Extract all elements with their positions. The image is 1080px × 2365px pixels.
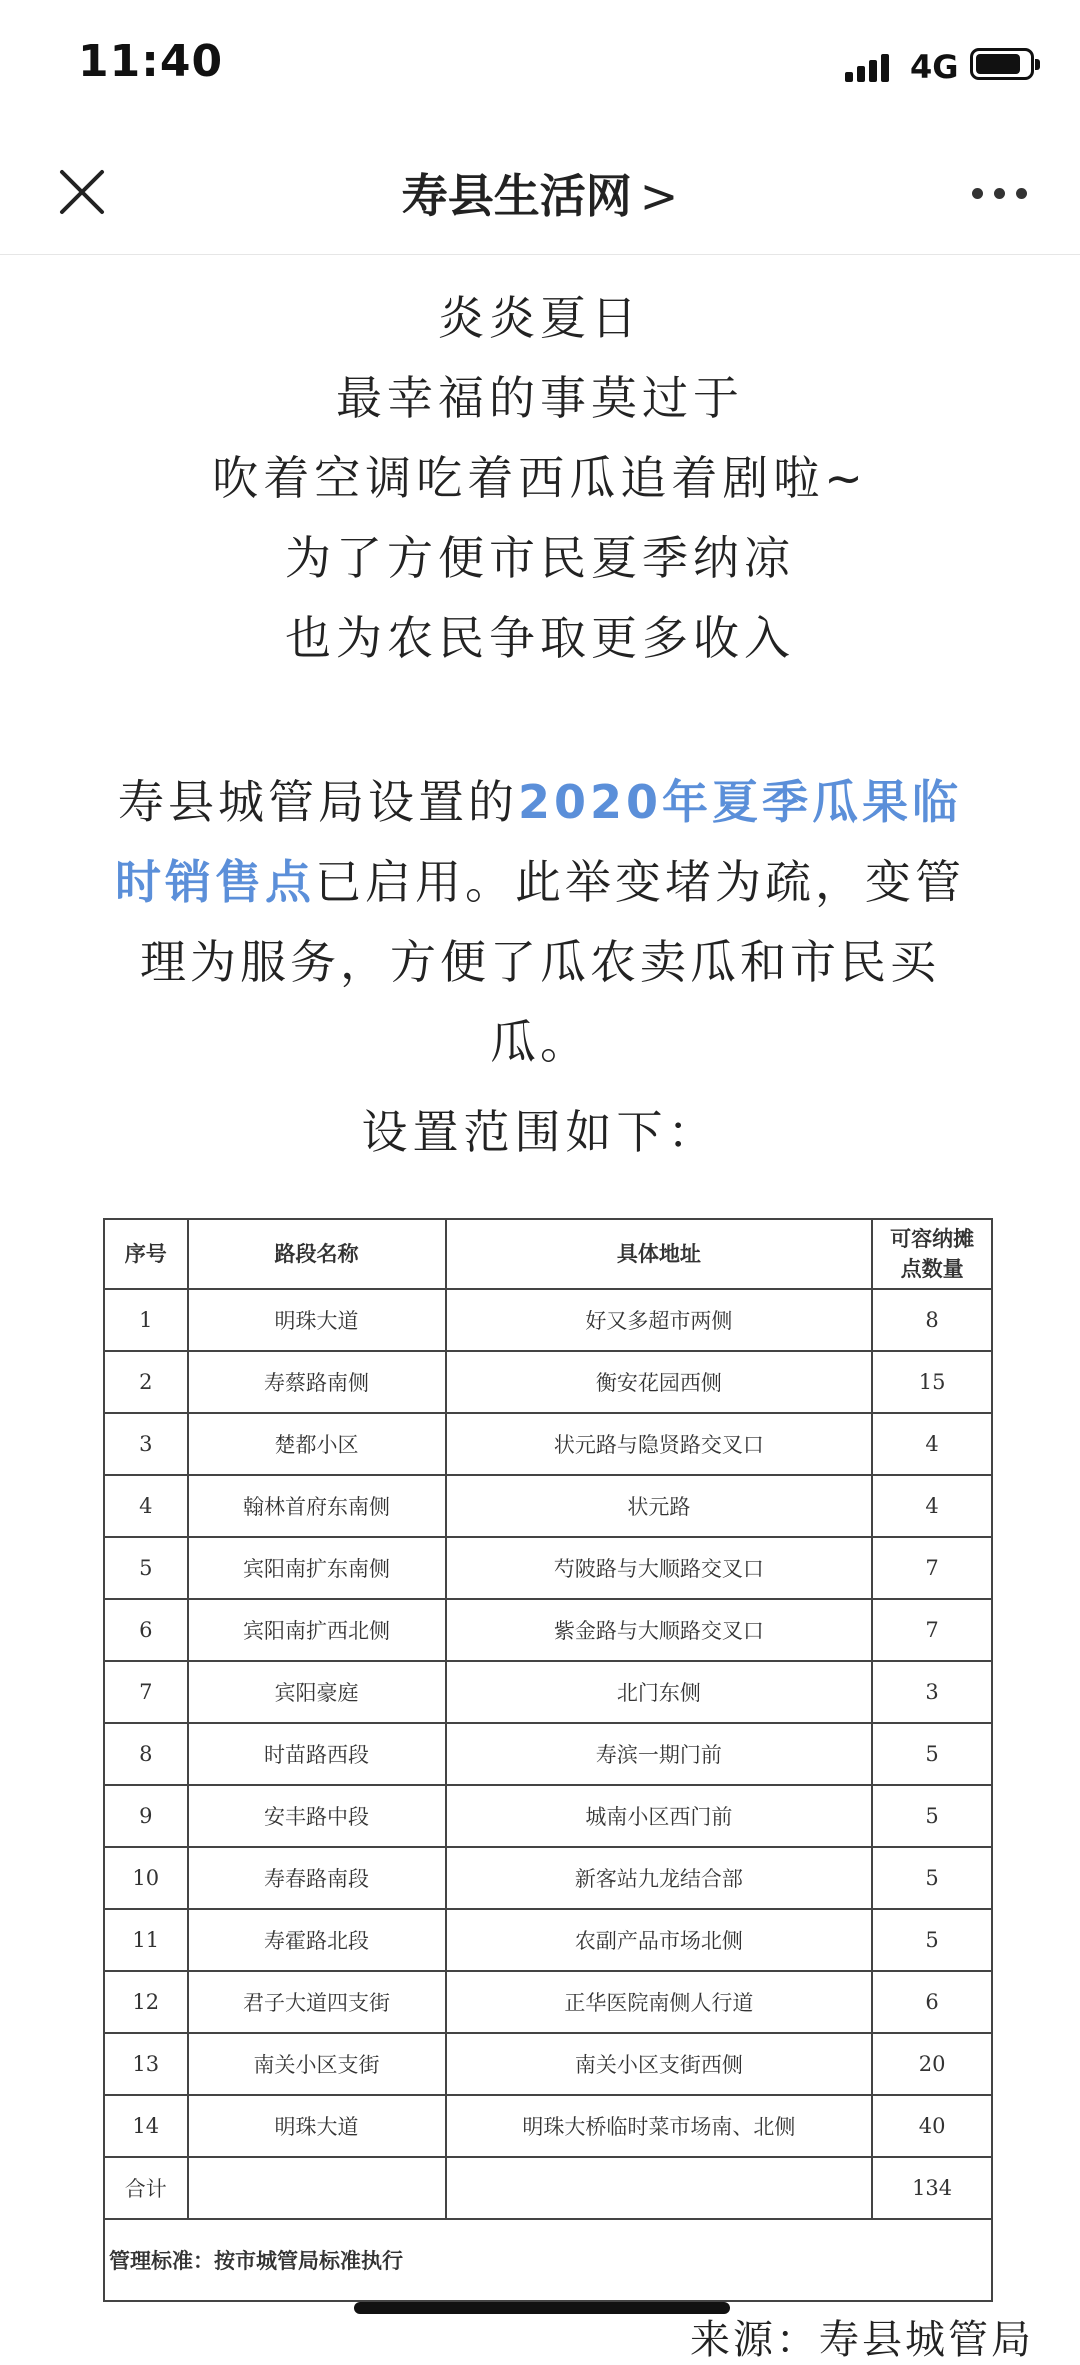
row-index: 10	[104, 1847, 188, 1909]
header-index: 序号	[104, 1219, 188, 1289]
row-address: 状元路	[446, 1475, 873, 1537]
row-address: 新客站九龙结合部	[446, 1847, 873, 1909]
row-index: 7	[104, 1661, 188, 1723]
row-address: 农副产品市场北侧	[446, 1909, 873, 1971]
header-road: 路段名称	[188, 1219, 446, 1289]
table-row	[104, 1661, 992, 1723]
table-row	[104, 1537, 992, 1599]
row-road: 楚都小区	[188, 1413, 446, 1475]
table-row	[104, 1475, 992, 1537]
row-capacity: 20	[872, 2033, 992, 2095]
row-index: 3	[104, 1413, 188, 1475]
paragraph-prefix: 寿县城管局设置的	[117, 775, 518, 829]
row-road: 君子大道四支街	[188, 1971, 446, 2033]
table-row	[104, 1723, 992, 1785]
row-capacity: 15	[872, 1351, 992, 1413]
row-address: 衡安花园西侧	[446, 1351, 873, 1413]
table-row	[104, 1847, 992, 1909]
row-address: 正华医院南侧人行道	[446, 1971, 873, 2033]
intro-line: 最幸福的事莫过于	[336, 371, 744, 425]
highlight-text: 2020年夏季瓜果临时销售点	[115, 775, 963, 909]
header-capacity	[872, 1219, 992, 1289]
account-name: 寿县生活网	[401, 169, 632, 223]
row-capacity: 5	[872, 1847, 992, 1909]
row-road: 宾阳豪庭	[188, 1661, 446, 1723]
row-road: 安丰路中段	[188, 1785, 446, 1847]
row-index: 11	[104, 1909, 188, 1971]
row-road: 寿霍路北段	[188, 1909, 446, 1971]
scope-heading: 设置范围如下：	[361, 1105, 719, 1159]
row-address: 明珠大桥临时菜市场南、北侧	[446, 2095, 873, 2157]
row-road: 南关小区支街	[188, 2033, 446, 2095]
table-note: 管理标准：按市城管局标准执行	[104, 2219, 992, 2301]
row-road: 翰林首府东南侧	[188, 1475, 446, 1537]
intro-line: 也为农民争取更多收入	[285, 611, 795, 665]
row-capacity: 5	[872, 1723, 992, 1785]
row-road: 寿春路南段	[188, 1847, 446, 1909]
paragraph-suffix: 已启用。此举变堵为疏，变管理为服务，方便了瓜农卖瓜和市民买瓜。	[140, 855, 965, 1069]
intro-line: 吹着空调吃着西瓜追着剧啦~	[212, 451, 868, 505]
row-capacity: 4	[872, 1475, 992, 1537]
table-row	[104, 1785, 992, 1847]
row-index: 12	[104, 1971, 188, 2033]
announcement-paragraph	[100, 762, 980, 1082]
nav-bar	[0, 130, 1080, 255]
table-row	[104, 2095, 992, 2157]
table-row	[104, 1599, 992, 1661]
row-capacity: 8	[872, 1289, 992, 1351]
home-indicator[interactable]	[354, 2302, 730, 2314]
row-capacity: 3	[872, 1661, 992, 1723]
empty-cell	[446, 2157, 873, 2219]
table-row	[104, 1971, 992, 2033]
row-capacity: 5	[872, 1909, 992, 1971]
table-total-row	[104, 2157, 992, 2219]
header-address: 具体地址	[446, 1219, 873, 1289]
row-address: 南关小区支街西侧	[446, 2033, 873, 2095]
row-road: 宾阳南扩东南侧	[188, 1537, 446, 1599]
row-capacity: 5	[872, 1785, 992, 1847]
row-index: 5	[104, 1537, 188, 1599]
row-index: 9	[104, 1785, 188, 1847]
row-road: 寿蔡路南侧	[188, 1351, 446, 1413]
row-capacity: 7	[872, 1537, 992, 1599]
row-address: 紫金路与大顺路交叉口	[446, 1599, 873, 1661]
chevron-right-icon: >	[639, 169, 679, 223]
account-title-link[interactable]	[0, 160, 1080, 226]
row-address: 好又多超市两侧	[446, 1289, 873, 1351]
row-address: 状元路与隐贤路交叉口	[446, 1413, 873, 1475]
intro-line: 炎炎夏日	[438, 291, 642, 345]
status-time: 11:40	[78, 36, 224, 87]
battery-icon	[970, 48, 1034, 80]
row-capacity: 7	[872, 1599, 992, 1661]
source-text: 来源：寿县城管局	[690, 2317, 1034, 2363]
row-road: 宾阳南扩西北侧	[188, 1599, 446, 1661]
sales-points-table	[103, 1218, 993, 2302]
row-index: 14	[104, 2095, 188, 2157]
row-road: 明珠大道	[188, 2095, 446, 2157]
row-address: 芍陂路与大顺路交叉口	[446, 1537, 873, 1599]
table-row	[104, 2033, 992, 2095]
table-row	[104, 1413, 992, 1475]
row-index: 1	[104, 1289, 188, 1351]
row-address: 寿滨一期门前	[446, 1723, 873, 1785]
empty-cell	[188, 2157, 446, 2219]
row-index: 4	[104, 1475, 188, 1537]
signal-icon	[845, 52, 895, 82]
row-index: 6	[104, 1599, 188, 1661]
row-road: 明珠大道	[188, 1289, 446, 1351]
table-row	[104, 1909, 992, 1971]
row-capacity: 40	[872, 2095, 992, 2157]
row-index: 2	[104, 1351, 188, 1413]
table-note-row	[104, 2219, 992, 2301]
row-address: 北门东侧	[446, 1661, 873, 1723]
table-row	[104, 1351, 992, 1413]
more-button[interactable]	[970, 182, 1030, 202]
row-capacity: 4	[872, 1413, 992, 1475]
row-capacity: 6	[872, 1971, 992, 2033]
network-type: 4G	[910, 48, 959, 86]
row-index: 8	[104, 1723, 188, 1785]
row-address: 城南小区西门前	[446, 1785, 873, 1847]
more-icon	[972, 188, 983, 199]
total-label: 合计	[104, 2157, 188, 2219]
status-bar	[0, 0, 1080, 130]
table-header-row	[104, 1219, 992, 1289]
total-value: 134	[872, 2157, 992, 2219]
header-capacity-label: 可容纳摊点数量	[890, 1227, 975, 1281]
table-row	[104, 1289, 992, 1351]
row-index: 13	[104, 2033, 188, 2095]
row-road: 时苗路西段	[188, 1723, 446, 1785]
intro-line: 为了方便市民夏季纳凉	[285, 531, 795, 585]
